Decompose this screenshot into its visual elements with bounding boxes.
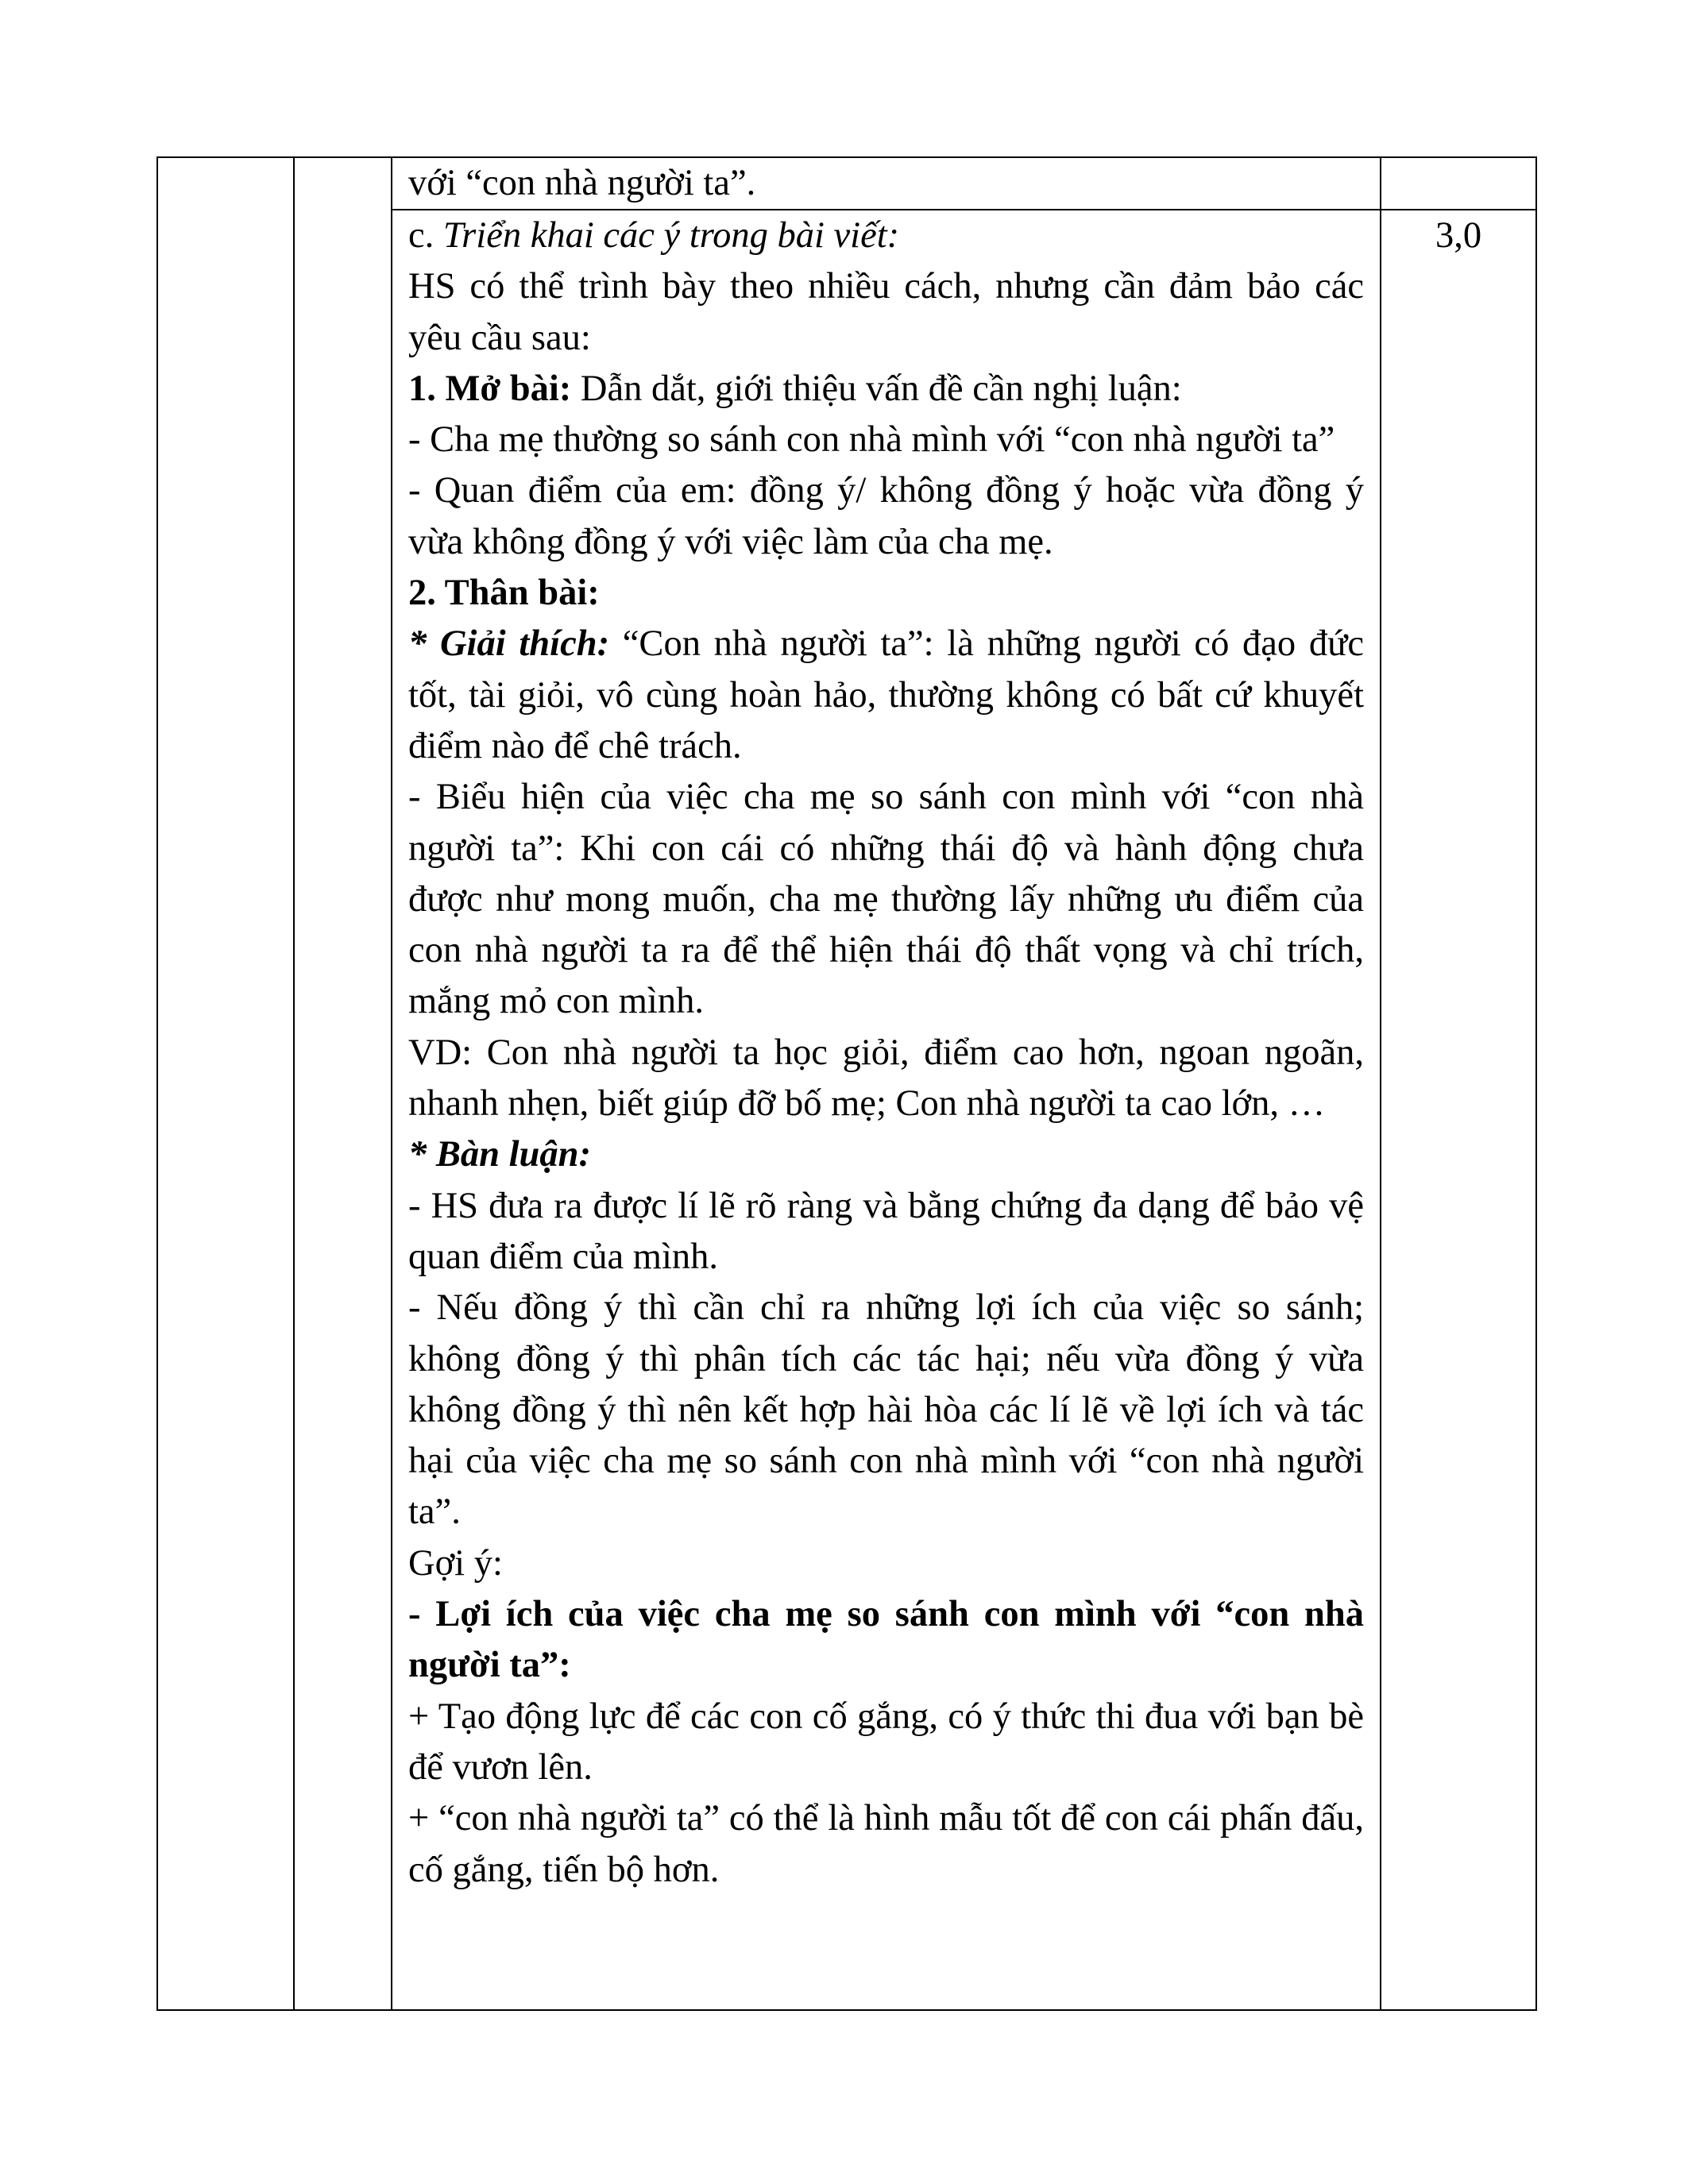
goi-y-label: Gợi ý: xyxy=(408,1542,503,1584)
content-cell xyxy=(392,157,1381,210)
mo-bai-point-2: - Quan điểm của em: đồng ý/ không đồng ý hoặc vừa đồng ý vừa không đồng ý với việc làm của cha mẹ. xyxy=(408,470,1364,562)
than-bai-heading: 2. Thân bài: xyxy=(408,573,600,614)
continued-line: với “con nhà người ta”. xyxy=(408,163,756,203)
ban-luan-point-2: - Nếu đồng ý thì cần chỉ ra những lợi ích của việc so sánh; không đồng ý thì phân tích các tác hại; nếu vừa đồng ý vừa không đồng ý thì nên kết hợp hài hòa các lí lẽ về lợi ích và tác hại của việc cha mẹ so sánh con nhà mình với “con nhà người ta”. xyxy=(408,1287,1364,1533)
vi-du-paragraph: VD: Con nhà người ta học giỏi, điểm cao hơn, ngoan ngoãn, nhanh nhẹn, biết giúp đỡ bố mẹ; Con nhà người ta cao lớn, … xyxy=(408,1032,1364,1125)
score-cell xyxy=(1381,210,1536,2010)
giai-thich-label: * Giải thích: xyxy=(408,623,610,665)
loi-ich-heading: - Lợi ích của việc cha mẹ so sánh con mình với “con nhà người ta”: xyxy=(408,1594,1364,1686)
content-cell xyxy=(392,210,1381,2010)
bieu-hien-paragraph: - Biểu hiện của việc cha mẹ so sánh con mình với “con nhà người ta”: Khi con cái có những thái độ và hành động chưa được như mong muốn, cha mẹ thường lấy những ưu điểm của con nhà người ta ra để thể hiện thái độ thất vọng và chỉ trích, mắng mỏ con mình. xyxy=(408,777,1364,1022)
grading-table xyxy=(156,156,1537,2011)
mo-bai-label: 1. Mở bài: xyxy=(408,368,572,409)
score-cell xyxy=(1381,157,1536,210)
mo-bai-line: 1. Mở bài: Dẫn dắt, giới thiệu vấn đề cần nghị luận: xyxy=(408,368,1182,409)
question-cell xyxy=(157,157,294,2010)
intro-text: HS có thể trình bày theo nhiều cách, nhưng cần đảm bảo các yêu cầu sau: xyxy=(408,266,1364,358)
score-value: 3,0 xyxy=(1435,215,1482,256)
giai-thich-paragraph: * Giải thích: “Con nhà người ta”: là những người có đạo đức tốt, tài giỏi, vô cùng hoàn hảo, thường không có bất cứ khuyết điểm nào để chê trách. xyxy=(408,623,1365,766)
ban-luan-heading: * Bàn luận: xyxy=(408,1134,592,1175)
loi-ich-point-2: + “con nhà người ta” có thể là hình mẫu tốt để con cái phấn đấu, cố gắng, tiến bộ hơn. xyxy=(408,1798,1364,1890)
part-cell xyxy=(294,157,392,2010)
section-heading: c. Triển khai các ý trong bài viết: xyxy=(408,215,900,256)
loi-ich-point-1: + Tạo động lực để các con cố gắng, có ý thức thi đua với bạn bè để vươn lên. xyxy=(408,1696,1364,1788)
section-heading-italic: Triển khai các ý trong bài viết: xyxy=(442,215,900,256)
table-row xyxy=(157,157,1536,210)
mo-bai-point-1: - Cha mẹ thường so sánh con nhà mình với “con nhà người ta” xyxy=(408,419,1335,461)
ban-luan-point-1: - HS đưa ra được lí lẽ rõ ràng và bằng chứng đa dạng để bảo vệ quan điểm của mình. xyxy=(408,1185,1364,1277)
